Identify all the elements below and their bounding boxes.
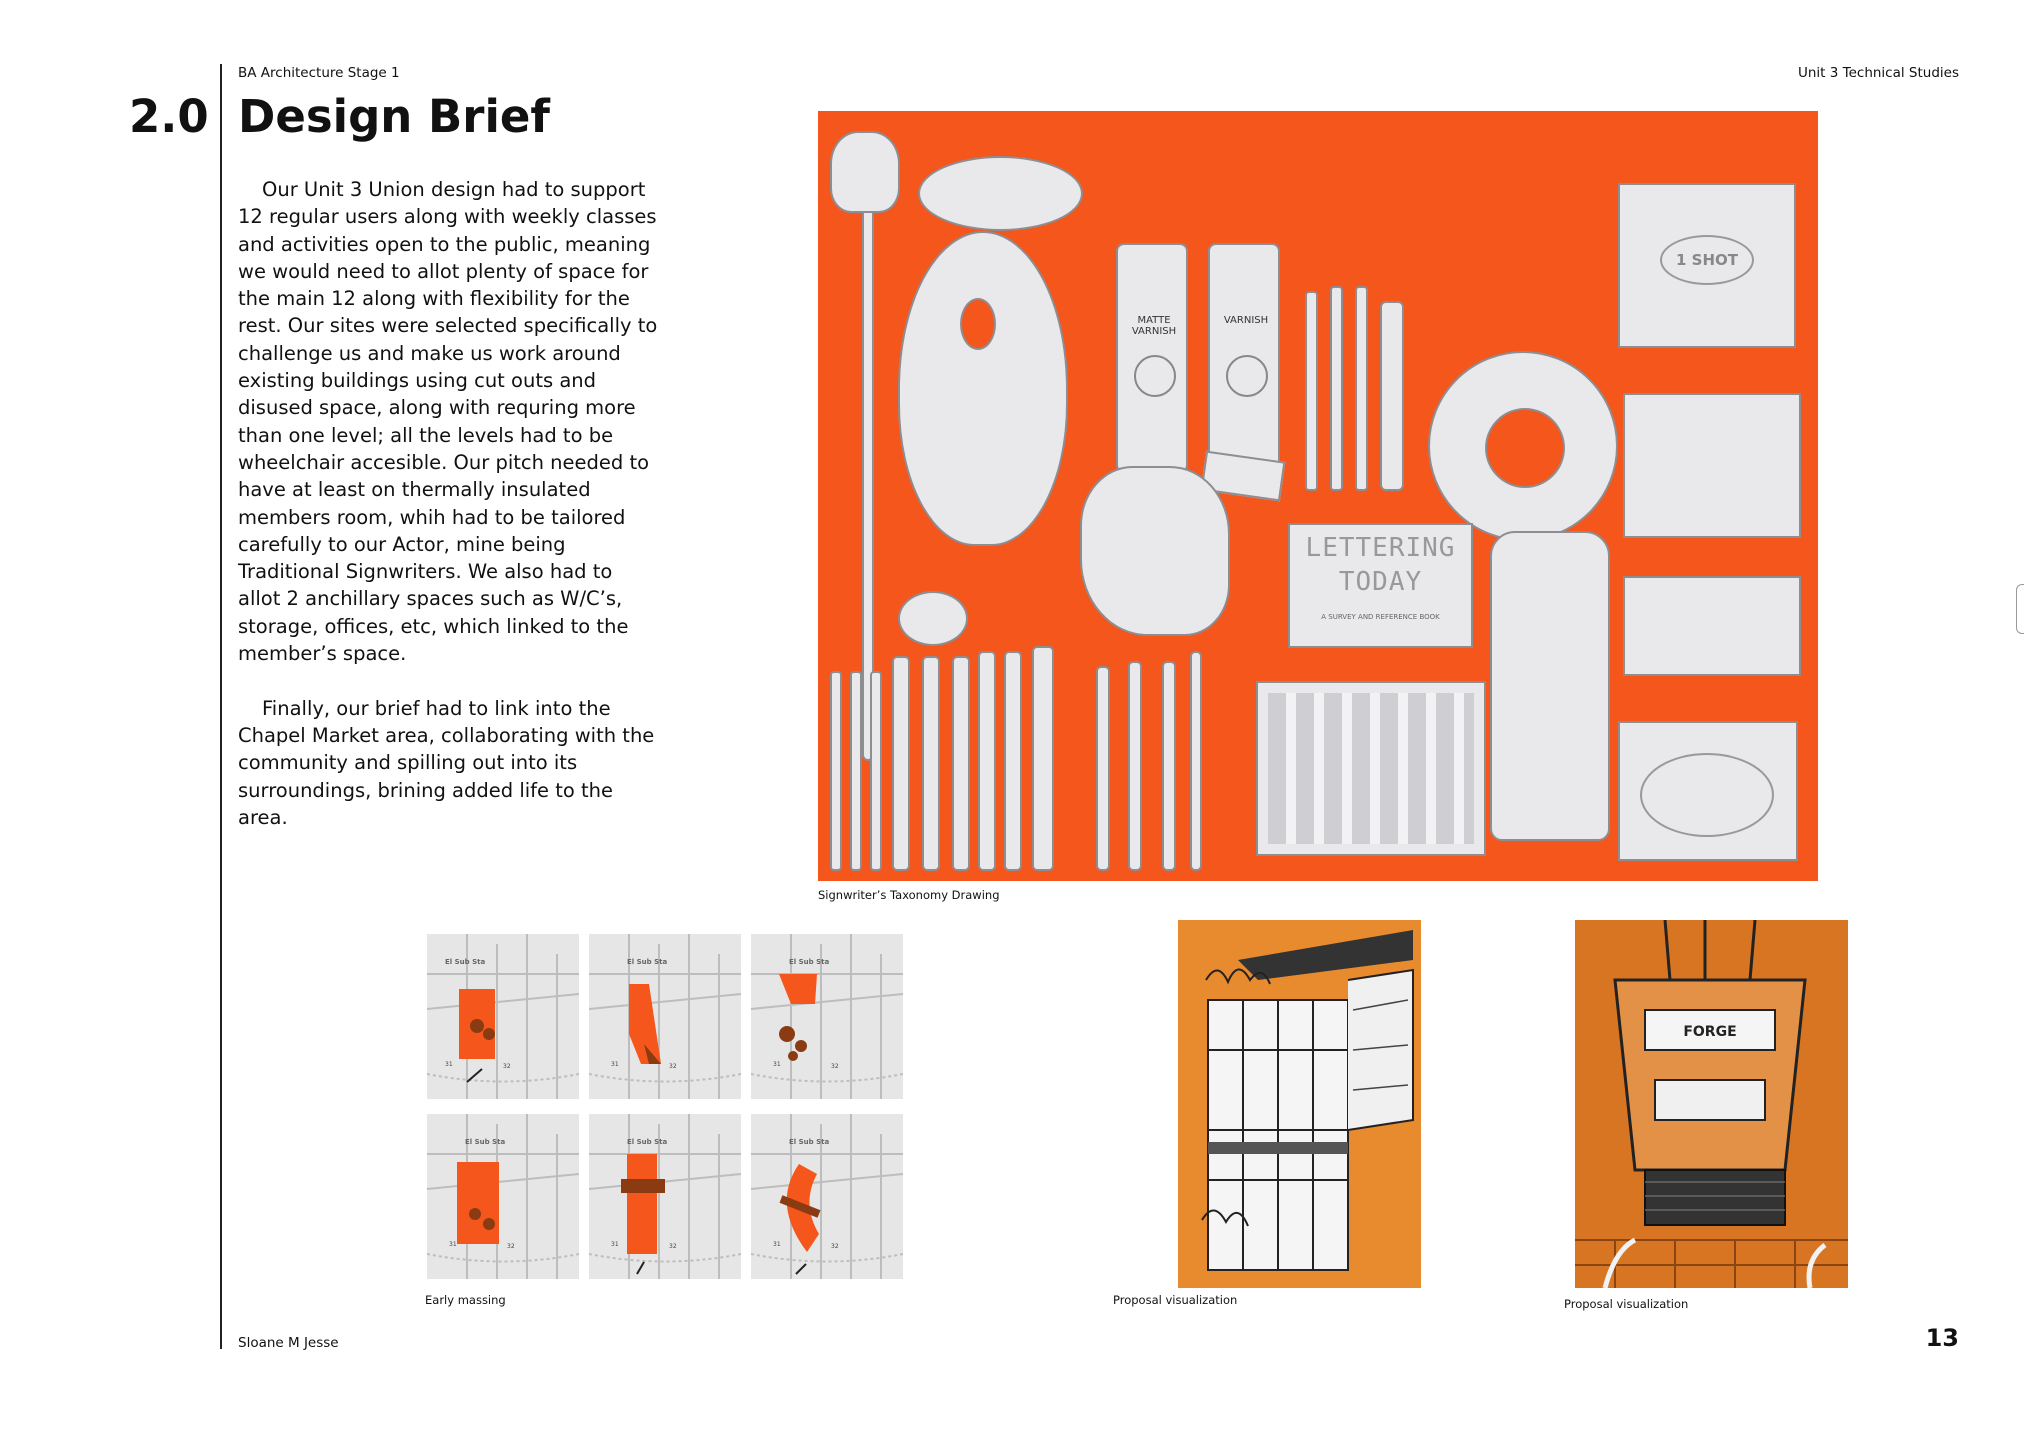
massing-tile-4 (427, 1114, 579, 1279)
section-number: 2.0 (129, 90, 209, 143)
header-course: BA Architecture Stage 1 (238, 65, 400, 81)
marker-pen (1380, 301, 1404, 491)
svg-text:31: 31 (773, 1061, 781, 1068)
massing-caption: Early massing (425, 1293, 506, 1307)
small-tin (898, 591, 968, 646)
brush-2 (850, 671, 862, 871)
svg-text:32: 32 (831, 1243, 839, 1250)
pencil-2 (1330, 286, 1343, 491)
massing-tile-3 (751, 934, 903, 1099)
massing-tile-5 (589, 1114, 741, 1279)
varnish-bottle-1: MATTE VARNISH (1116, 243, 1188, 473)
brush-4 (892, 656, 910, 871)
svg-text:31: 31 (773, 1241, 781, 1248)
cloth-rag (1080, 466, 1230, 636)
brush-9 (1032, 646, 1054, 871)
proposal-2-caption: Proposal visualization (1564, 1297, 1689, 1311)
svg-text:31: 31 (445, 1061, 453, 1068)
brush-1 (830, 671, 842, 871)
paint-marker-set (1256, 681, 1486, 856)
lettering-book: LETTERING TODAY A SURVEY AND REFERENCE BOOK (1288, 523, 1473, 648)
forge-sign: FORGE (1683, 1024, 1737, 1040)
brush-7 (978, 651, 996, 871)
massing-grid (427, 934, 902, 1279)
svg-text:32: 32 (669, 1063, 677, 1070)
svg-text:El Sub Sta: El Sub Sta (627, 1138, 668, 1146)
vertical-divider (220, 64, 222, 1349)
taxonomy-caption: Signwriter’s Taxonomy Drawing (818, 888, 1000, 902)
sign-board-palette (1618, 721, 1798, 861)
svg-text:El Sub Sta: El Sub Sta (789, 958, 830, 966)
svg-text:31: 31 (449, 1241, 457, 1248)
proposal-1-caption: Proposal visualization (1113, 1293, 1238, 1307)
svg-text:31: 31 (611, 1241, 619, 1248)
svg-text:El Sub Sta: El Sub Sta (789, 1138, 830, 1146)
brush-8 (1004, 651, 1022, 871)
sharpener (918, 156, 1083, 231)
mahl-stick-rag (830, 131, 900, 213)
svg-text:32: 32 (507, 1243, 515, 1250)
massing-tile-6 (751, 1114, 903, 1279)
liner-brush-3 (1162, 661, 1176, 871)
svg-text:31: 31 (611, 1061, 619, 1068)
palette-large (898, 231, 1068, 546)
paragraph-2: Finally, our brief had to link into the Chapel Market area, collaborating with the community and spilling out into its surroundings, brining added life to the area. (238, 696, 655, 829)
liner-brush-4 (1190, 651, 1202, 871)
taxonomy-drawing (818, 111, 1818, 881)
brush-3 (870, 671, 882, 871)
massing-tile-1 (427, 934, 579, 1099)
sign-board-2 (1623, 576, 1801, 676)
massing-tile-2 (589, 934, 741, 1099)
svg-text:32: 32 (503, 1063, 511, 1070)
body-text (238, 176, 658, 858)
svg-text:El Sub Sta: El Sub Sta (627, 958, 668, 966)
footer-author: Sloane M Jesse (238, 1335, 339, 1351)
map-label: El Sub Sta (445, 958, 486, 966)
brush-6 (952, 656, 970, 871)
paragraph-1: Our Unit 3 Union design had to support 12 regular users along with weekly classes and activities open to the public, meaning we would need to allot plenty of space for the main 12 along with flexibility for the rest. Our sites were selected specifically to challenge us and make us work around existing buildings using cut outs and disused space, along with requring more than one level; all the levels had to be wheelchair accesible. Our pitch needed to have at least on thermally insulated members room, whih had to be tailored carefully to our Actor, mine being Traditional Signwriters. We also had to allot 2 anchillary spaces such as W/C’s, storage, offices, etc, which linked to the member’s space. (238, 178, 658, 666)
varnish-bottle-2: VARNISH (1208, 243, 1280, 473)
header-unit: Unit 3 Technical Studies (1797, 65, 1959, 81)
one-shot-tin: 1 SHOT (1618, 183, 1796, 348)
pencil-3 (1355, 286, 1368, 491)
water-bottle (1490, 531, 1610, 841)
brush-5 (922, 656, 940, 871)
pencil-1 (1305, 291, 1318, 491)
sign-board-1 (1623, 393, 1801, 538)
svg-text:El Sub Sta: El Sub Sta (465, 1138, 506, 1146)
proposal-visualization-1 (1178, 920, 1421, 1288)
page-number: 13 (1925, 1324, 1959, 1352)
mahl-stick (862, 141, 874, 761)
liner-brush-2 (1128, 661, 1142, 871)
proposal-visualization-2 (1575, 920, 1848, 1288)
tape-roll (1428, 351, 1618, 541)
page-side-tab (2016, 584, 2024, 634)
svg-text:32: 32 (831, 1063, 839, 1070)
liner-brush-1 (1096, 666, 1110, 871)
svg-text:32: 32 (669, 1243, 677, 1250)
section-title: Design Brief (238, 90, 551, 143)
